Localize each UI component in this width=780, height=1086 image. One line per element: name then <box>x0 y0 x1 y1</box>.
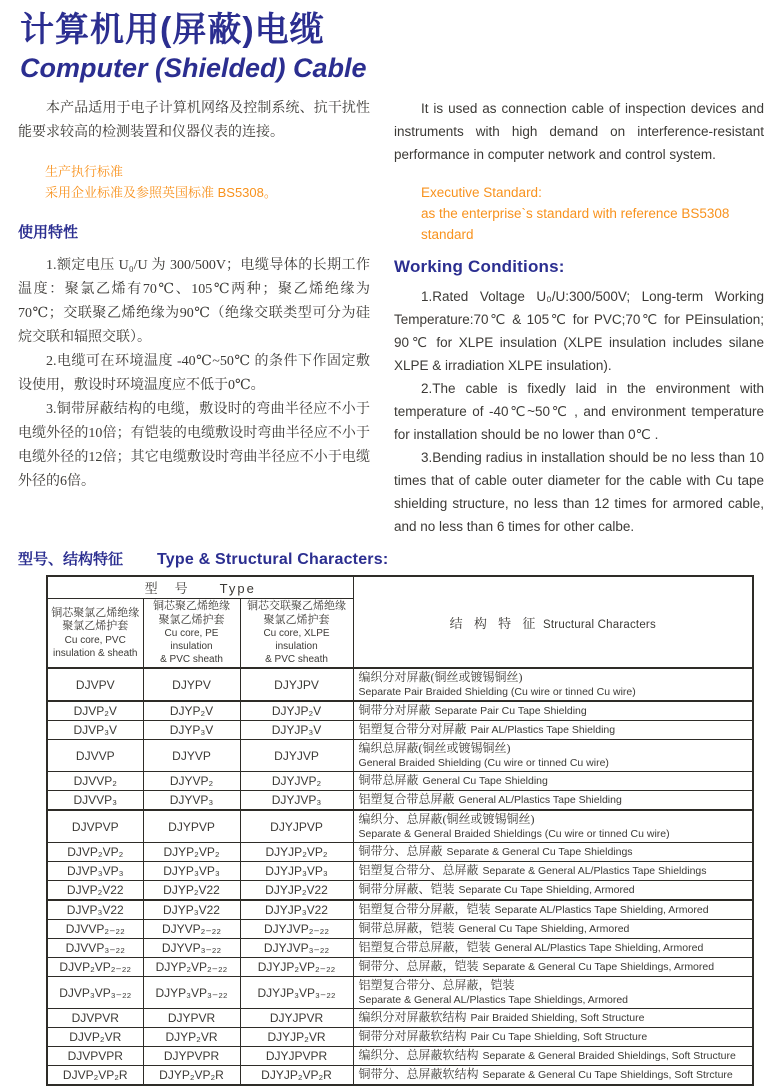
desc-en: Separate Pair Braided Shielding (Cu wire or tinned Cu wire) <box>358 685 636 698</box>
desc-zh: 铜带分对屏蔽 <box>358 703 431 718</box>
type-col-pe: DJYPV <box>143 668 240 701</box>
desc-zh: 铜带分对屏蔽软结构 <box>358 1029 467 1044</box>
type-col-pvc: DJVP₂V <box>47 701 143 721</box>
intro-zh: 本产品适用于电子计算机网络及控制系统、抗干扰性能要求较高的检测装置和仪器仪表的连接。 <box>18 101 370 140</box>
working-item-en-1: 1.Rated Voltage U₀/U:300/500V; Long-term Working Temperature:70℃ & 105℃ for PVC;70℃ for PEinsulation; 90℃ for XLPE insulation (XLPE insulation includes silane XLPE & irradiation XLPE insulation). <box>394 289 764 373</box>
page-title-en: Computer (Shielded) Cable <box>20 53 367 83</box>
struct-header-en: Structural Characters <box>543 618 656 631</box>
executive-standard-en-title: Executive Standard: <box>421 185 542 200</box>
type-col-xlpe: DJYJPVR <box>240 1009 353 1028</box>
working-conditions-heading: Working Conditions: <box>394 257 565 276</box>
desc-zh: 编织分对屏蔽(铜丝或镀锡铜丝) <box>358 670 523 684</box>
type-col-pe: DJYVP₃ <box>143 791 240 811</box>
type-col-xlpe: DJYJPV <box>240 668 353 701</box>
executive-standard-zh-body: 采用企业标准及参照英国标准 BS5308。 <box>45 185 277 200</box>
col-header-text: 铜芯聚氯乙烯绝缘 <box>51 606 140 619</box>
table-row <box>47 920 753 939</box>
desc-en: General Braided Shielding (Cu wire or tinned Cu wire) <box>358 756 609 769</box>
desc-en: Pair Cu Tape Shielding, Soft Structure <box>470 1031 648 1044</box>
structural-characters-cell <box>353 1047 753 1066</box>
type-col-xlpe: DJYJVP₃ <box>240 791 353 811</box>
table-row <box>47 701 753 721</box>
struct-header <box>353 576 753 668</box>
table-row <box>47 843 753 862</box>
structural-characters-cell <box>353 1028 753 1047</box>
type-col-xlpe: DJYJP₂VR <box>240 1028 353 1047</box>
desc-zh: 铜带分、总屏蔽，铠装 <box>358 959 479 974</box>
desc-en: General Cu Tape Shielding, Armored <box>458 923 630 936</box>
type-col-xlpe: DJYJPVPR <box>240 1047 353 1066</box>
desc-zh: 铝塑复合带总屏蔽，铠装 <box>358 940 491 955</box>
type-col-pe: DJYP₃VP₃₋₂₂ <box>143 977 240 1009</box>
section-title-zh: 型号、结构特征 <box>18 551 124 568</box>
col-header-text: 聚氯乙烯护套 <box>263 613 330 626</box>
type-col-pvc: DJVP₂VP₂₋₂₂ <box>47 958 143 977</box>
type-col-pe: DJYP₂V22 <box>143 881 240 901</box>
executive-standard-en <box>421 182 764 245</box>
type-col-pvc: DJVPVR <box>47 1009 143 1028</box>
type-col-pvc: DJVP₂V22 <box>47 881 143 901</box>
working-item-zh-3: 3.铜带屏蔽结构的电缆，敷设时的弯曲半径应不小于电缆外径的10倍；有铠装的电缆敷设时弯曲半径应不小于电缆外径的12倍；其它电缆敷设时弯曲半径应不小于电缆外径的6倍。 <box>18 402 370 489</box>
type-header-row <box>47 576 753 599</box>
desc-zh: 铝塑复合带总屏蔽 <box>358 792 455 807</box>
table-row <box>47 740 753 772</box>
structural-characters-cell <box>353 701 753 721</box>
desc-zh: 铝塑复合带分、总屏蔽 <box>358 863 479 878</box>
type-col-pvc: DJVP₃V <box>47 721 143 740</box>
type-col-pvc: DJVVP₂ <box>47 772 143 791</box>
desc-en: Separate Pair Cu Tape Shielding <box>434 705 587 718</box>
executive-standard-en-body: as the enterprise`s standard with reference BS5308 standard <box>421 206 730 242</box>
type-col-pvc: DJVPV <box>47 668 143 701</box>
table-row <box>47 721 753 740</box>
col-header-pe <box>143 599 240 669</box>
structural-characters-cell <box>353 881 753 901</box>
structural-characters-cell <box>353 977 753 1009</box>
working-item-zh-2: 2.电缆可在环境温度 -40℃~50℃ 的条件下作固定敷设使用，敷设时环境温度应不低于0℃。 <box>18 354 370 393</box>
type-col-xlpe: DJYJVP₃₋₂₂ <box>240 939 353 958</box>
desc-en: Separate & General Cu Tape Shieldings, Soft Strcture <box>482 1069 733 1082</box>
section-title-en: Type & Structural Characters: <box>157 551 389 568</box>
desc-zh: 编织分、总屏蔽软结构 <box>358 1048 479 1063</box>
type-col-pe: DJYPVR <box>143 1009 240 1028</box>
type-col-xlpe: DJYJVP₂₋₂₂ <box>240 920 353 939</box>
left-column <box>18 97 370 538</box>
type-col-xlpe: DJYJP₃V <box>240 721 353 740</box>
type-col-pe: DJYPVP <box>143 810 240 843</box>
col-header-text: insulation & sheath <box>52 647 138 659</box>
structural-characters-cell <box>353 791 753 811</box>
desc-zh: 铜带总屏蔽 <box>358 773 419 788</box>
type-col-xlpe: DJYJPVP <box>240 810 353 843</box>
executive-standard-zh-title: 生产执行标准 <box>45 164 124 179</box>
structural-characters-cell <box>353 862 753 881</box>
type-col-pe: DJYVP₂ <box>143 772 240 791</box>
intro-en: It is used as connection cable of inspection devices and instruments with high demand on interference-resistant performance in computer network and control system. <box>394 101 764 162</box>
col-header-xlpe <box>240 599 353 669</box>
type-col-pvc: DJVP₃VP₃₋₂₂ <box>47 977 143 1009</box>
structural-characters-cell <box>353 772 753 791</box>
type-table <box>46 575 754 1086</box>
table-row <box>47 900 753 920</box>
table-row <box>47 977 753 1009</box>
type-col-xlpe: DJYJP₃VP₃₋₂₂ <box>240 977 353 1009</box>
desc-zh: 铜带分、总屏蔽软结构 <box>358 1067 479 1082</box>
desc-en: General AL/Plastics Tape Shielding, Armored <box>494 942 704 955</box>
structural-characters-cell <box>353 668 753 701</box>
working-conditions-en <box>394 285 764 538</box>
structural-characters-cell <box>353 843 753 862</box>
intro-columns <box>18 97 764 538</box>
col-header-text: 铜芯交联聚乙烯绝缘 <box>247 600 347 612</box>
type-col-pvc: DJVP₂VP₂ <box>47 843 143 862</box>
table-row <box>47 791 753 811</box>
desc-en: Separate & General AL/Plastics Tape Shieldings <box>482 865 707 878</box>
type-col-pe: DJYP₂VP₂ <box>143 843 240 862</box>
type-col-pe: DJYVP <box>143 740 240 772</box>
struct-header-zh: 结 构 特 征 <box>449 615 540 631</box>
type-col-pvc: DJVP₂VP₂R <box>47 1066 143 1086</box>
col-header-text: Cu core, PE insulation <box>164 628 219 652</box>
desc-zh: 编织总屏蔽(铜丝或镀锡铜丝) <box>358 741 511 755</box>
desc-zh: 铜带分、总屏蔽 <box>358 844 443 859</box>
table-row <box>47 1066 753 1086</box>
desc-zh: 铝塑复合带分、总屏蔽，铠装 <box>358 978 515 992</box>
type-col-pe: DJYVP₂₋₂₂ <box>143 920 240 939</box>
executive-standard-zh <box>45 161 370 203</box>
structural-characters-cell <box>353 810 753 843</box>
type-col-xlpe: DJYJVP₂ <box>240 772 353 791</box>
type-col-pvc: DJVVP₃ <box>47 791 143 811</box>
type-col-pvc: DJVP₃VP₃ <box>47 862 143 881</box>
desc-en: Separate AL/Plastics Tape Shielding, Armored <box>494 904 709 917</box>
desc-zh: 编织分、总屏蔽(铜丝或镀锡铜丝) <box>358 812 535 826</box>
type-col-pvc: DJVP₂VR <box>47 1028 143 1047</box>
table-row <box>47 939 753 958</box>
table-row <box>47 862 753 881</box>
type-col-pe: DJYP₃VP₃ <box>143 862 240 881</box>
working-item-zh-1: 1.额定电压 U₀/U 为 300/500V；电缆导体的长期工作温度：聚氯乙烯有70℃、105℃两种；聚乙烯绝缘为70℃；交联聚乙烯绝缘为90℃（绝缘交联类型可分为硅烷交联和辐照交联）。 <box>18 258 370 345</box>
type-table-body <box>47 668 753 1085</box>
structural-characters-cell <box>353 900 753 920</box>
type-col-pvc: DJVVP <box>47 740 143 772</box>
desc-zh: 铜带总屏蔽，铠装 <box>358 921 455 936</box>
col-header-text: & PVC sheath <box>160 654 223 665</box>
structural-characters-cell <box>353 920 753 939</box>
type-col-pvc: DJVP₃V22 <box>47 900 143 920</box>
structural-characters-cell <box>353 721 753 740</box>
type-col-xlpe: DJYJP₂V <box>240 701 353 721</box>
col-header-text: Cu core, XLPE insulation <box>263 628 330 652</box>
col-header-text: 聚氯乙烯护套 <box>62 620 129 632</box>
desc-zh: 铝塑复合带分对屏蔽 <box>358 722 467 737</box>
type-col-pvc: DJVPVPR <box>47 1047 143 1066</box>
col-header-pvc <box>47 599 143 669</box>
type-col-pe: DJYP₃V <box>143 721 240 740</box>
type-col-xlpe: DJYJP₂VP₂ <box>240 843 353 862</box>
col-header-text: & PVC sheath <box>265 654 328 665</box>
type-col-pe: DJYP₃V22 <box>143 900 240 920</box>
desc-en: Separate Cu Tape Shielding, Armored <box>458 884 635 897</box>
structural-characters-cell <box>353 958 753 977</box>
desc-en: Pair Braided Shielding, Soft Structure <box>470 1012 645 1025</box>
type-col-pvc: DJVVP₃₋₂₂ <box>47 939 143 958</box>
type-col-xlpe: DJYJP₂V22 <box>240 881 353 901</box>
table-row <box>47 810 753 843</box>
desc-en: General Cu Tape Shielding <box>422 775 548 788</box>
table-row <box>47 1009 753 1028</box>
desc-zh: 编织分对屏蔽软结构 <box>358 1010 467 1025</box>
page-title-zh: 计算机用(屏蔽)电缆 <box>20 11 325 49</box>
type-col-pvc: DJVPVP <box>47 810 143 843</box>
type-header: 型 号 Type <box>47 576 353 599</box>
col-header-text: Cu core, PVC <box>64 634 126 646</box>
working-item-en-2: 2.The cable is fixedly laid in the environment with temperature of -40℃~50℃ , and environment temperature for installation should be no lower than 0℃ . <box>394 381 764 442</box>
section-title <box>18 548 764 569</box>
type-col-pe: DJYVP₃₋₂₂ <box>143 939 240 958</box>
structural-characters-cell <box>353 740 753 772</box>
table-row <box>47 1047 753 1066</box>
type-col-xlpe: DJYJVP <box>240 740 353 772</box>
usage-heading-zh: 使用特性 <box>18 224 79 241</box>
desc-en: Separate & General Cu Tape Shieldings, Armored <box>482 961 715 974</box>
desc-en: Pair AL/Plastics Tape Shielding <box>470 724 616 737</box>
type-col-pe: DJYP₂VP₂₋₂₂ <box>143 958 240 977</box>
table-row <box>47 668 753 701</box>
table-row <box>47 958 753 977</box>
desc-zh: 铝塑复合带分屏蔽，铠装 <box>358 902 491 917</box>
structural-characters-cell <box>353 1066 753 1086</box>
type-col-xlpe: DJYJP₂VP₂₋₂₂ <box>240 958 353 977</box>
desc-en: Separate & General Braided Shieldings (Cu wire or tinned Cu wire) <box>358 827 670 840</box>
working-conditions-zh <box>18 254 370 494</box>
type-col-xlpe: DJYJP₃V22 <box>240 900 353 920</box>
table-row <box>47 772 753 791</box>
col-header-text: 铜芯聚乙烯绝缘 <box>153 600 230 612</box>
desc-zh: 铜带分屏蔽、铠装 <box>358 882 455 897</box>
desc-en: Separate & General Cu Tape Shieldings <box>446 846 633 859</box>
desc-en: Separate & General AL/Plastics Tape Shieldings, Armored <box>358 993 628 1006</box>
working-item-en-3: 3.Bending radius in installation should be no less than 10 times that of cable outer diameter for the cable with Cu tape shielding structure, no less than 12 times for armored cable, and no less than 6 times for other calbe. <box>394 450 764 534</box>
type-col-xlpe: DJYJP₂VP₂R <box>240 1066 353 1086</box>
type-col-pe: DJYPVPR <box>143 1047 240 1066</box>
structural-characters-cell <box>353 939 753 958</box>
col-header-text: 聚氯乙烯护套 <box>158 613 225 626</box>
table-row <box>47 1028 753 1047</box>
type-col-pe: DJYP₂VR <box>143 1028 240 1047</box>
desc-en: Separate & General Braided Shieldings, Soft Structure <box>482 1050 736 1063</box>
type-col-pvc: DJVVP₂₋₂₂ <box>47 920 143 939</box>
type-col-pe: DJYP₂V <box>143 701 240 721</box>
type-col-pe: DJYP₂VP₂R <box>143 1066 240 1086</box>
type-col-xlpe: DJYJP₃VP₃ <box>240 862 353 881</box>
table-row <box>47 881 753 901</box>
desc-en: General AL/Plastics Tape Shielding <box>458 794 622 807</box>
structural-characters-cell <box>353 1009 753 1028</box>
right-column <box>394 97 764 538</box>
